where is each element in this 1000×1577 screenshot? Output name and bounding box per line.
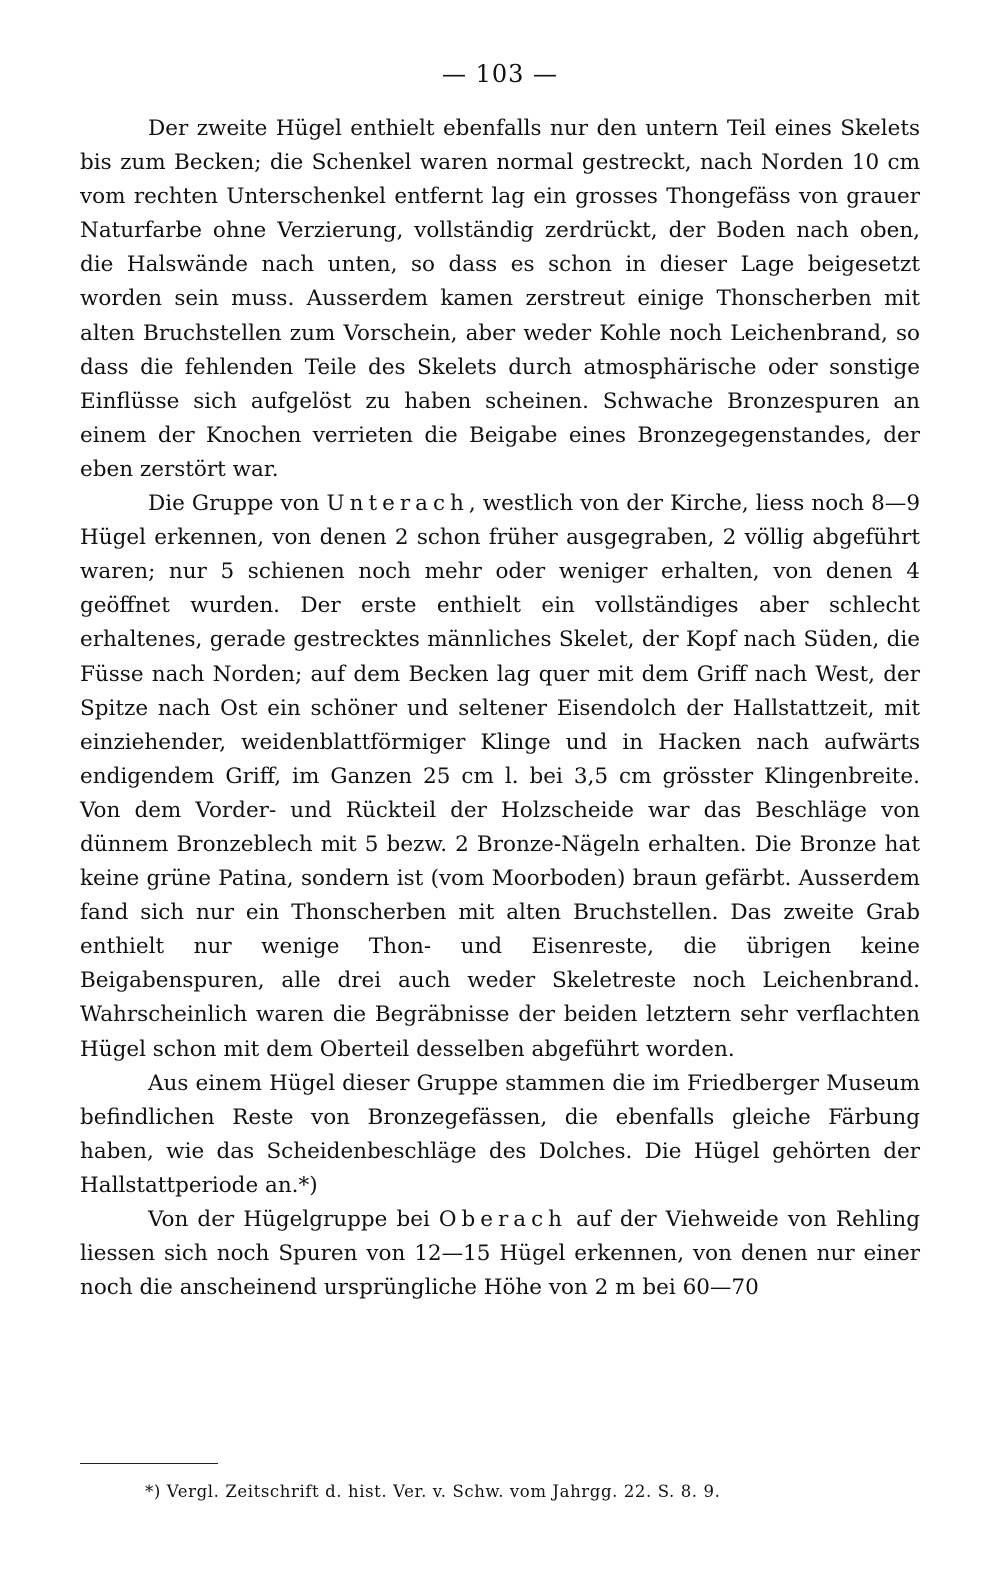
paragraph-oberach-lead: Von der Hügelgruppe bei: [148, 1207, 439, 1232]
place-name-unterach: Unterach: [326, 491, 469, 517]
paragraph-unterach-lead: Die Gruppe von: [148, 491, 327, 517]
page-body: [80, 58, 920, 1305]
paragraph-unterach-body: , westlich von der Kirche, liess noch 8—9 Hügel erkennen, von denen 2 schon früher ausgegraben, 2 völlig abgeführt waren; nur 5 schienen noch mehr oder weniger erhalten, von denen 4 geöffnet wurden. Der erste enthielt ein vollständiges aber schlecht erhaltenes, gerade gestrecktes männliches Skelet, der Kopf nach Süden, die Füsse nach Norden; auf dem Becken lag quer mit dem Griff nach West, der Spitze nach Ost ein schöner und seltener Eisendolch der Hallstattzeit, mit einziehender, weidenblattförmiger Klinge und in Hacken nach aufwärts endigendem Griff, im Ganzen 25 cm l. bei 3,5 cm grösster Klingenbreite. Von dem Vorder- und Rückteil der Holzscheide war das Beschläge von dünnem Bronzeblech mit 5 bezw. 2 Bronze-Nägeln erhalten. Die Bronze hat keine grüne Patina, sondern ist (vom Moorboden) braun gefärbt. Ausserdem fand sich nur ein Thonscherben mit alten Bruchstellen. Das zweite Grab enthielt nur wenige Thon- und Eisenreste, die übrigen keine Beigabenspuren, alle drei auch weder Skeletreste noch Leichenbrand. Wahrscheinlich waren die Begräbnisse der beiden letztern sehr verflachten Hügel schon mit dem Oberteil desselben abgeführt worden.: [80, 491, 920, 1062]
footnote-divider: [80, 1463, 218, 1464]
footnote: *) Vergl. Zeitschrift d. hist. Ver. v. Schw. vom Jahrgg. 22. S. 8. 9.: [145, 1482, 721, 1501]
page-number: — 103 —: [441, 60, 559, 88]
place-name-oberach: Oberach: [438, 1207, 568, 1232]
paragraph-oberach-group: [80, 1203, 920, 1305]
paragraph-unterach-group: [80, 487, 920, 1067]
paragraph-second-mound: Der zweite Hügel enthielt ebenfalls nur den untern Teil eines Skelets bis zum Becken; die Schenkel waren normal gestreckt, nach Norden 10 cm vom rechten Unterschenkel entfernt lag ein grosses Thongefäss von grauer Naturfarbe ohne Verzierung, vollständig zerdrückt, der Boden nach oben, die Halswände nach unten, so dass es schon in dieser Lage beigesetzt worden sein muss. Ausserdem kamen zerstreut einige Thonscherben mit alten Bruchstellen zum Vorschein, aber weder Kohle noch Leichenbrand, so dass die fehlenden Teile des Skelets durch atmosphärische oder sonstige Einflüsse sich aufgelöst zu haben scheinen. Schwache Bronzespuren an einem der Knochen verrieten die Beigabe eines Bronzegegenstandes, der eben zerstört war.: [80, 116, 920, 482]
paragraph-friedberg-museum: Aus einem Hügel dieser Gruppe stammen die im Friedberger Museum befindlichen Reste von Bronzegefässen, die ebenfalls gleiche Färbung haben, wie das Scheidenbeschläge des Dolches. Die Hügel gehörten der Hallstattperiode an.*): [80, 1070, 920, 1198]
paragraph-oberach-body: auf der Viehweide von Rehling liessen sich noch Spuren von 12—15 Hügel erkennen, von denen nur einer noch die anscheinend ursprüngliche Höhe von 2 m bei 60—70: [80, 1207, 920, 1301]
